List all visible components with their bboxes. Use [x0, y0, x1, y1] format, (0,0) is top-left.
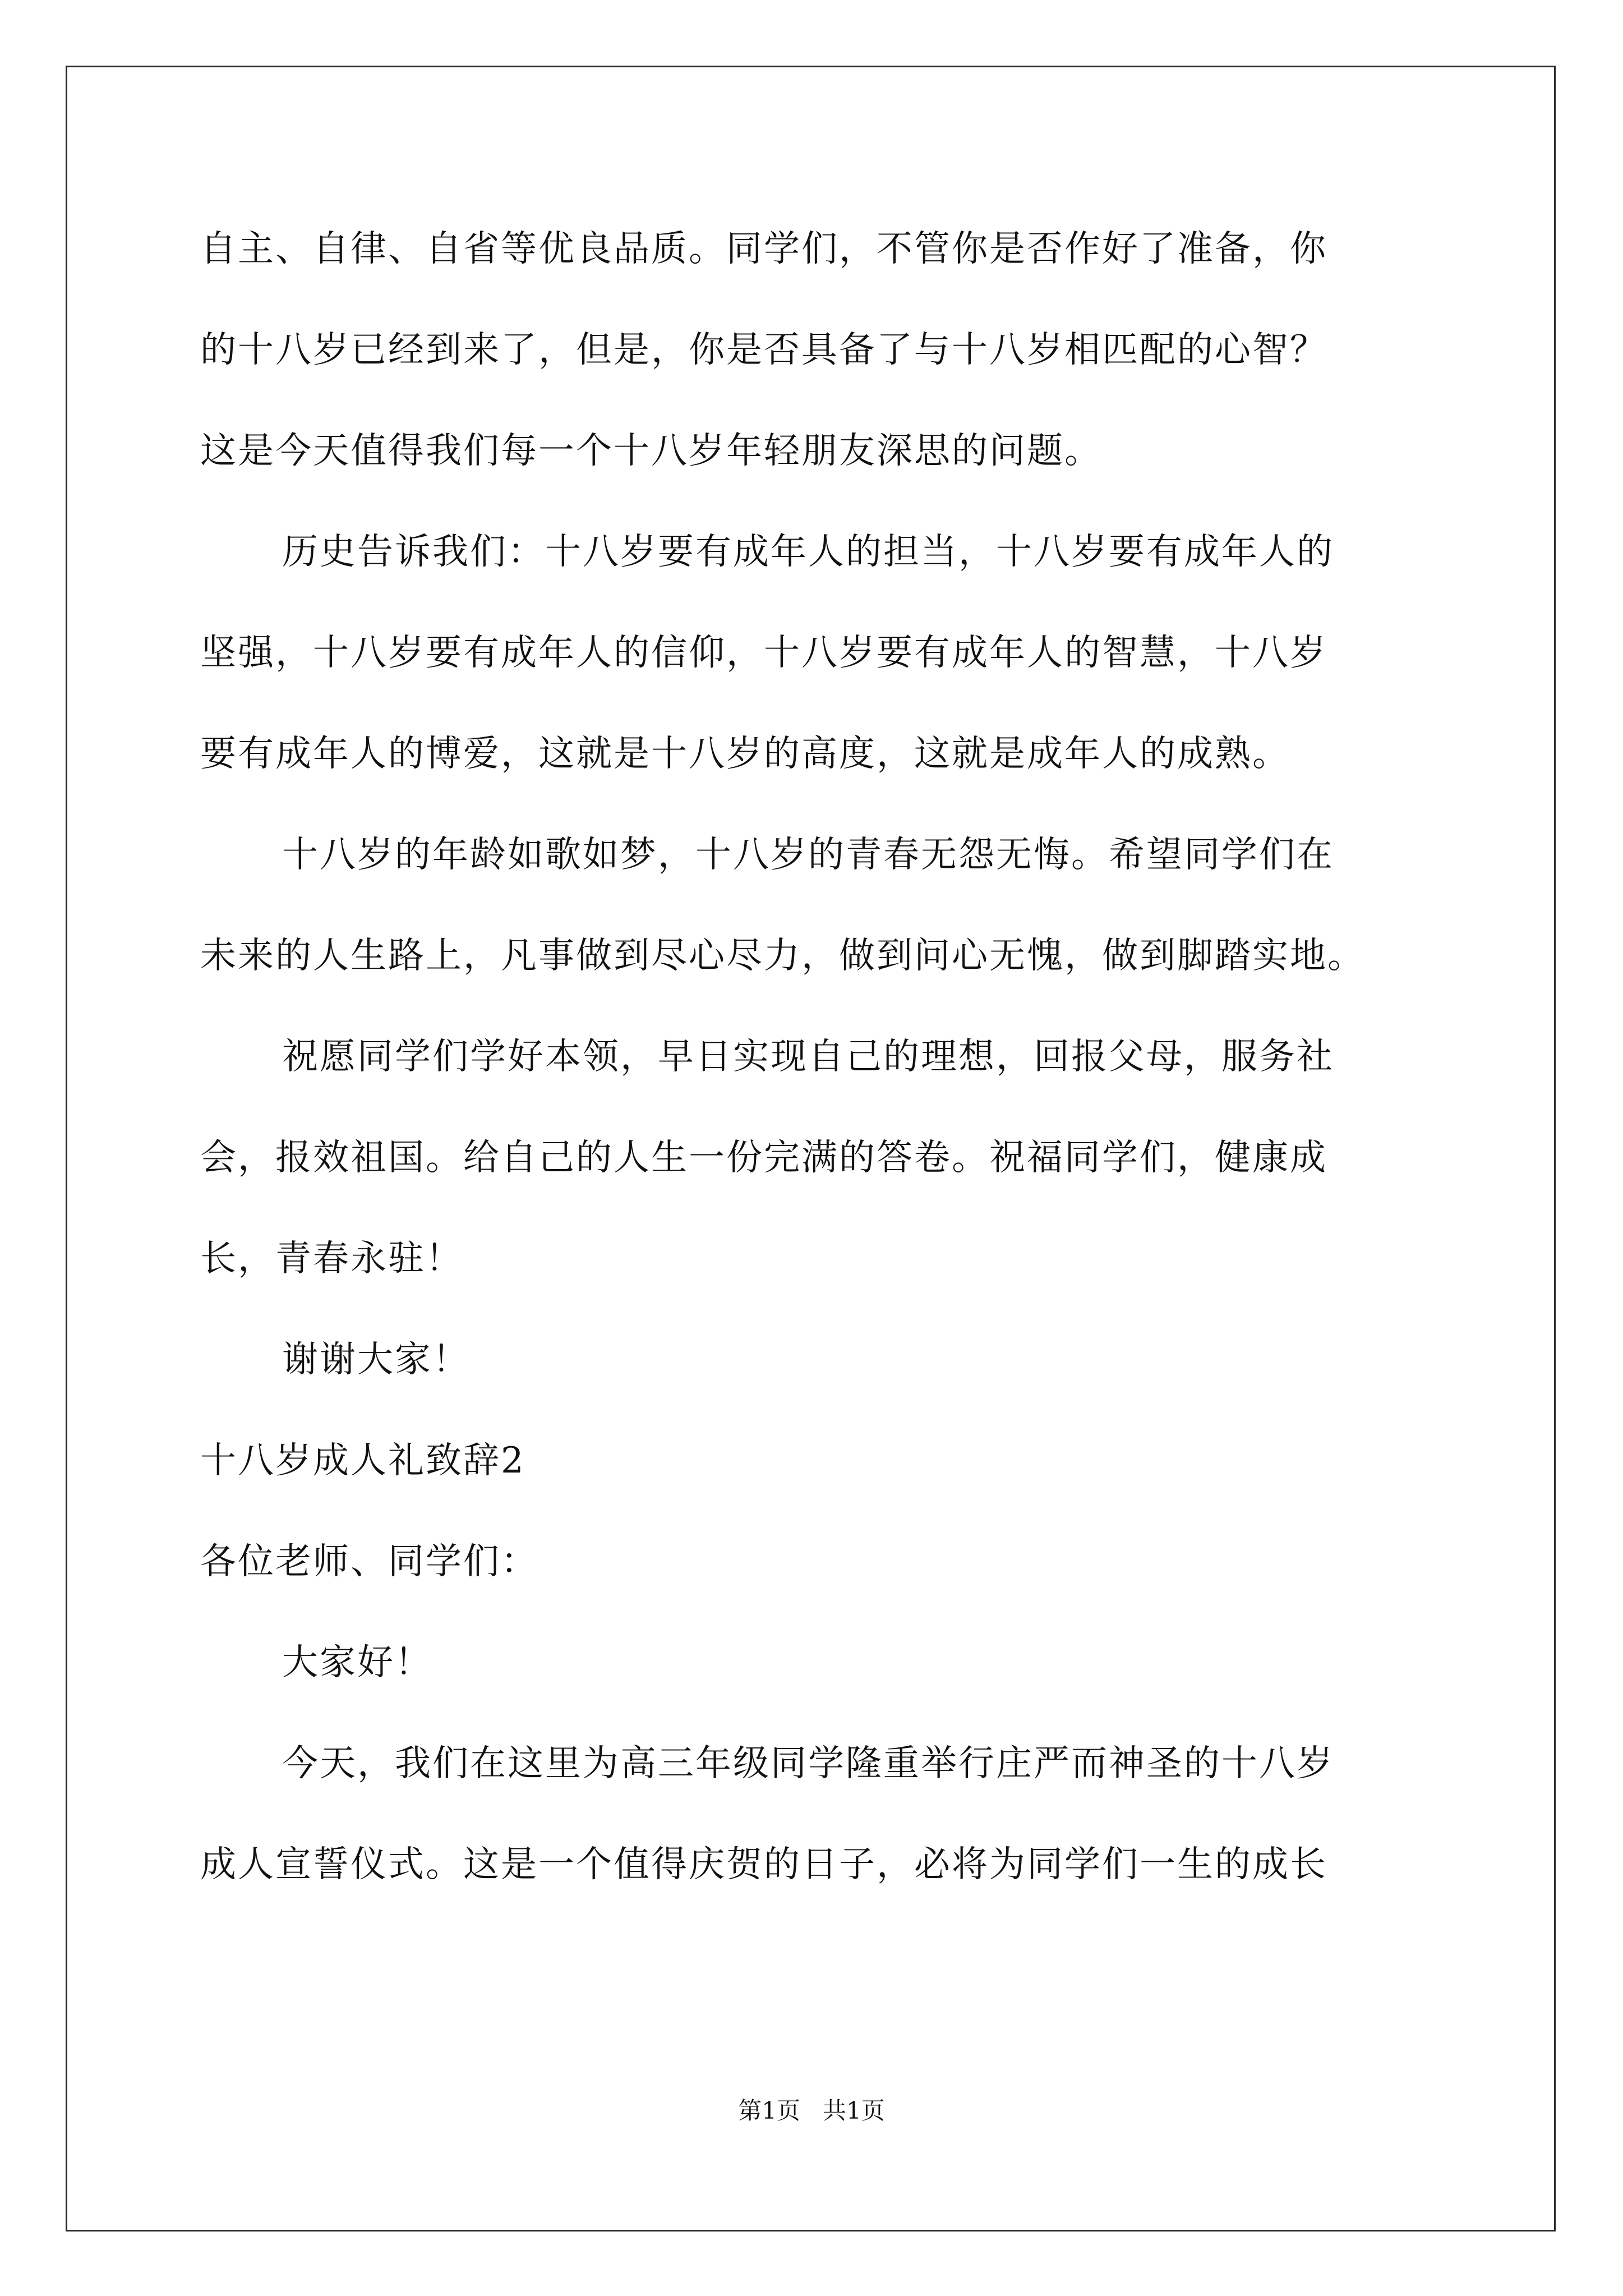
paragraph-line: 祝愿同学们学好本领，早日实现自己的理想，回报父母，服务社 [282, 1036, 1334, 1078]
paragraph-line: 历史告诉我们：十八岁要有成年人的担当，十八岁要有成年人的 [282, 531, 1334, 573]
paragraph-line: 今天，我们在这里为高三年级同学隆重举行庄严而神圣的十八岁 [282, 1743, 1334, 1784]
section-title: 十八岁成人礼致辞2 [200, 1440, 525, 1481]
paragraph-line: 这是今天值得我们每一个十八岁年轻朋友深思的问题。 [200, 430, 1102, 472]
paragraph-line: 坚强，十八岁要有成年人的信仰，十八岁要有成年人的智慧，十八岁 [200, 632, 1327, 674]
paragraph-line: 十八岁的年龄如歌如梦，十八岁的青春无怨无悔。希望同学们在 [282, 834, 1334, 876]
closing-thanks: 谢谢大家！ [282, 1339, 470, 1381]
page-number-footer: 第1页 共1页 [738, 2097, 885, 2124]
paragraph-line: 未来的人生路上，凡事做到尽心尽力，做到问心无愧，做到脚踏实地。 [200, 935, 1365, 977]
paragraph-line: 的十八岁已经到来了，但是，你是否具备了与十八岁相匹配的心智？ [200, 329, 1327, 371]
salutation: 各位老师、同学们： [200, 1541, 538, 1582]
paragraph-line: 会，报效祖国。给自己的人生一份完满的答卷。祝福同学们，健康成 [200, 1137, 1327, 1179]
paragraph-line: 成人宣誓仪式。这是一个值得庆贺的日子，必将为同学们一生的成长 [200, 1844, 1327, 1885]
greeting: 大家好！ [282, 1642, 432, 1683]
paragraph-line: 要有成年人的博爱，这就是十八岁的高度，这就是成年人的成熟。 [200, 733, 1290, 775]
paragraph-line: 长，青春永驻！ [200, 1238, 463, 1280]
paragraph-line: 自主、自律、自省等优良品质。同学们，不管你是否作好了准备，你 [200, 228, 1327, 270]
